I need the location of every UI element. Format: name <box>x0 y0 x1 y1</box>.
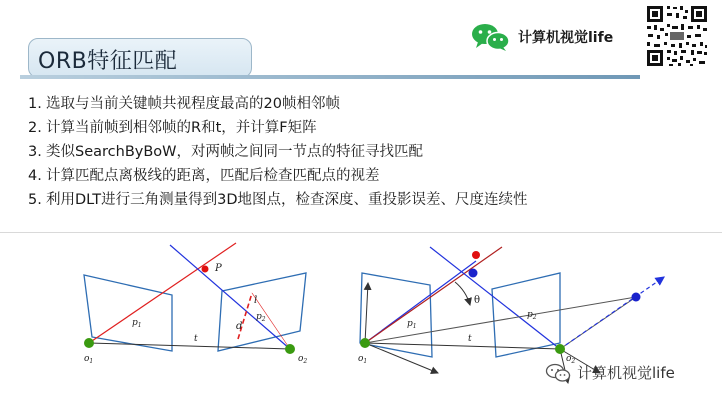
label-p1-sub: 1 <box>412 323 417 330</box>
label-p1-sub: 1 <box>137 322 142 329</box>
label-o2: o <box>298 354 304 364</box>
image-plane-right <box>218 273 306 351</box>
label-p2: p <box>256 312 262 322</box>
slide-title: ORB特征匹配 <box>38 49 178 74</box>
label-o2-sub: 2 <box>303 358 308 365</box>
svg-text:p2 <box>256 312 266 323</box>
distance-segment <box>238 293 252 339</box>
image-plane-right <box>492 273 560 357</box>
camera-center-o2 <box>555 344 565 354</box>
list-item-text: 计算当前帧到相邻帧的R和t，并计算F矩阵 <box>46 120 317 136</box>
label-p1: p <box>407 319 413 329</box>
list-item-number: 2. <box>28 120 42 136</box>
svg-text:o2 <box>298 354 307 365</box>
label-p2-sub: 2 <box>261 316 266 323</box>
label-o2: o <box>566 354 572 364</box>
brand-name: 计算机视觉life <box>518 30 614 46</box>
svg-text:p1 <box>407 319 417 330</box>
brand <box>470 22 613 52</box>
baseline <box>89 343 290 349</box>
list-item-text: 类似SearchByBoW，对两帧之间同一节点的特征寻找匹配 <box>46 144 423 160</box>
list-item <box>28 116 528 140</box>
list-item-text: 选取与当前关键帧共视程度最高的20帧相邻帧 <box>46 96 340 112</box>
label-t: t <box>194 334 198 344</box>
label-p: P <box>215 263 222 274</box>
watermark <box>545 362 675 383</box>
point-red <box>472 251 480 259</box>
label-d: d <box>236 321 243 332</box>
ray-to-red-point <box>365 247 502 343</box>
parallax-angle-arc <box>455 282 470 305</box>
title-band <box>20 24 452 80</box>
ray-to-far-point <box>365 297 636 343</box>
title-rule <box>20 75 640 79</box>
watermark-text: 计算机视觉life <box>577 364 675 382</box>
svg-text:p2 <box>527 310 537 321</box>
camera-center-o1 <box>360 338 370 348</box>
point-blue <box>469 269 478 278</box>
label-p2: p <box>527 310 533 320</box>
svg-text:o1 <box>358 354 367 365</box>
epipolar-line <box>170 245 290 349</box>
ray-p1-left <box>89 243 236 343</box>
label-o1: o <box>84 354 90 364</box>
wechat-icon <box>545 363 571 383</box>
label-p2-sub: 2 <box>532 314 537 321</box>
epipolar-distance-figure <box>84 243 307 365</box>
list-item-number: 1. <box>28 96 42 112</box>
qr-code-icon <box>645 4 709 68</box>
label-o2-sub: 2 <box>571 358 576 365</box>
list-item <box>28 140 528 164</box>
list-item <box>28 92 528 116</box>
baseline <box>365 343 560 349</box>
list-item <box>28 164 528 188</box>
label-t: t <box>468 334 472 344</box>
label-l: l <box>254 295 258 306</box>
wechat-icon <box>470 22 512 52</box>
list-item-text: 计算匹配点离极线的距离，匹配后检查匹配点的视差 <box>46 168 380 184</box>
list-item <box>28 188 528 212</box>
label-o1-sub: 1 <box>363 358 368 365</box>
key-points-list <box>28 92 528 212</box>
label-theta: θ <box>474 295 481 306</box>
camera-center-o2 <box>285 344 295 354</box>
list-item-number: 4. <box>28 168 42 184</box>
axis-o1-right <box>365 343 438 373</box>
point-p <box>202 266 209 273</box>
label-o1-sub: 1 <box>89 358 94 365</box>
axis-o1-up <box>365 283 368 343</box>
list-item-number: 5. <box>28 192 42 208</box>
camera-center-o1 <box>84 338 94 348</box>
list-item-number: 3. <box>28 144 42 160</box>
svg-text:o1 <box>84 354 93 365</box>
label-p1: p <box>132 318 138 328</box>
svg-text:p1 <box>132 318 142 329</box>
list-item-text: 利用DLT进行三角测量得到3D地图点，检查深度、重投影误差、尺度连续性 <box>46 192 528 208</box>
point-far-blue <box>632 293 641 302</box>
image-plane-left <box>84 275 172 351</box>
label-o1: o <box>358 354 364 364</box>
